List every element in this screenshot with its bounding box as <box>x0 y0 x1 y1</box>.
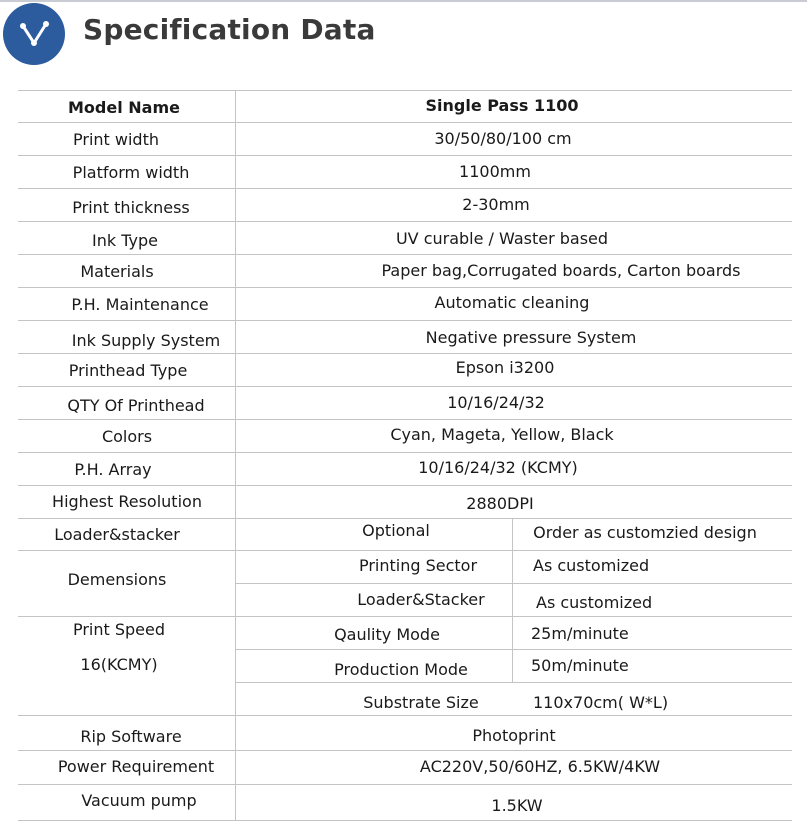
platform-width-label: Platform width <box>72 163 190 182</box>
loader-stacker-value: As customized <box>536 593 653 612</box>
resolution-label: Highest Resolution <box>52 492 202 511</box>
printhead-type-value: Epson i3200 <box>455 358 555 377</box>
quality-mode-label: Qaulity Mode <box>334 625 440 644</box>
ph-array-label: P.H. Array <box>74 460 152 479</box>
resolution-value: 2880DPI <box>466 494 534 513</box>
print-thickness-value: 2-30mm <box>462 195 530 214</box>
substrate-size-value: 110x70cm( W*L) <box>533 693 669 712</box>
materials-label: Materials <box>80 262 154 281</box>
rip-software-label: Rip Software <box>80 727 182 746</box>
page-title: Specification Data <box>83 13 376 46</box>
materials-value: Paper bag,Corrugated boards, Carton boards <box>381 261 741 280</box>
loader-label: Loader&stacker <box>54 525 180 544</box>
model-name-value: Single Pass 1100 <box>425 96 579 115</box>
loader-value: Order as customzied design <box>533 523 757 542</box>
power-requirement-value: AC220V,50/60HZ, 6.5KW/4KW <box>419 757 661 776</box>
ph-maintenance-label: P.H. Maintenance <box>71 295 209 314</box>
print-speed-label: Print Speed <box>72 620 166 639</box>
production-mode-label: Production Mode <box>334 660 468 679</box>
ink-supply-value: Negative pressure System <box>425 328 637 347</box>
dimensions-label: Demensions <box>67 570 167 589</box>
vacuum-pump-value: 1.5KW <box>491 796 543 815</box>
print-thickness-label: Print thickness <box>72 198 190 217</box>
printing-sector-value: As customized <box>533 556 650 575</box>
top-border <box>0 0 807 2</box>
colors-value: Cyan, Mageta, Yellow, Black <box>390 425 614 444</box>
print-width-label: Print width <box>73 130 159 149</box>
vacuum-pump-label: Vacuum pump <box>81 791 197 810</box>
loader-option: Optional <box>362 521 430 540</box>
ink-type-label: Ink Type <box>92 231 158 250</box>
power-requirement-label: Power Requirement <box>57 757 215 776</box>
print-width-value: 30/50/80/100 cm <box>434 129 572 148</box>
qty-printhead-label: QTY Of Printhead <box>67 396 205 415</box>
quality-mode-value: 25m/minute <box>531 624 629 643</box>
print-speed-colors: 16(KCMY) <box>80 655 158 674</box>
ph-maintenance-value: Automatic cleaning <box>434 293 590 312</box>
substrate-size-label: Substrate Size <box>363 693 479 712</box>
colors-label: Colors <box>101 427 153 446</box>
ink-type-value: UV curable / Waster based <box>395 229 609 248</box>
printhead-type-label: Printhead Type <box>68 361 188 380</box>
rip-software-value: Photoprint <box>472 726 556 745</box>
printing-sector-label: Printing Sector <box>358 556 478 575</box>
ph-array-value: 10/16/24/32 (KCMY) <box>418 458 578 477</box>
qty-printhead-value: 10/16/24/32 <box>447 393 545 412</box>
ink-supply-label: Ink Supply System <box>71 331 221 350</box>
platform-width-value: 1100mm <box>459 162 531 181</box>
checkmark-v-icon <box>3 3 65 65</box>
loader-stacker-label: Loader&Stacker <box>357 590 485 609</box>
model-name-label: Model Name <box>68 98 180 117</box>
production-mode-value: 50m/minute <box>531 656 629 675</box>
